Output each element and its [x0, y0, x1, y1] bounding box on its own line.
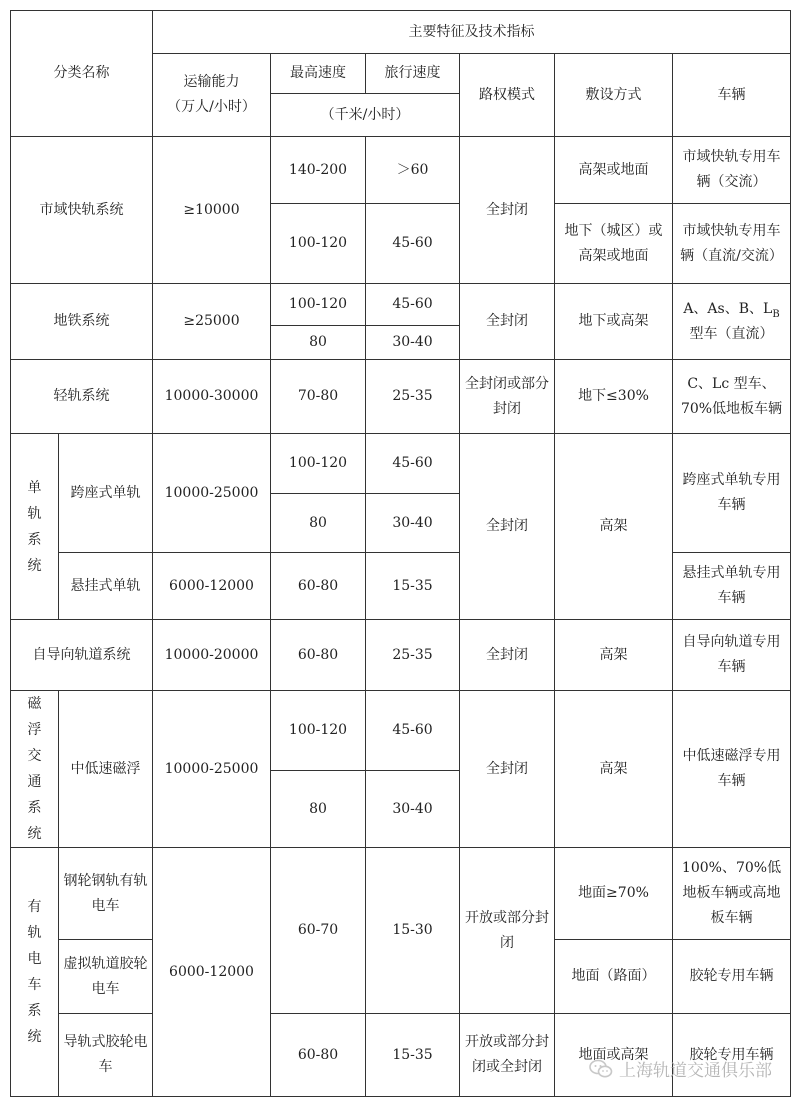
- light-rail-name: 轻轨系统: [11, 360, 153, 434]
- monorail-travel3: 15-35: [366, 553, 460, 620]
- metro-capacity: ≥25000: [153, 284, 271, 360]
- maglev-max1: 100-120: [271, 691, 366, 771]
- agt-vehicle: 自导向轨道专用车辆: [673, 620, 791, 691]
- tram-laying1: 地面≥70%: [555, 848, 673, 940]
- agt-max: 60-80: [271, 620, 366, 691]
- suburban-max2: 100-120: [271, 204, 366, 284]
- suburban-mode: 全封闭: [460, 137, 555, 284]
- header-category: 分类名称: [11, 11, 153, 137]
- header-max-speed: 最高速度: [271, 54, 366, 94]
- suburban-travel2: 45-60: [366, 204, 460, 284]
- header-laying: 敷设方式: [555, 54, 673, 137]
- suburban-capacity: ≥10000: [153, 137, 271, 284]
- metro-vehicle-b: 型车（直流）: [689, 325, 774, 342]
- monorail-max1: 100-120: [271, 434, 366, 494]
- classification-table: [10, 10, 791, 1097]
- tram-virtual: 虚拟轨道胶轮电车: [59, 940, 153, 1014]
- metro-travel1: 45-60: [366, 284, 460, 326]
- header-capacity-label: 运输能力: [183, 74, 240, 90]
- metro-name: 地铁系统: [11, 284, 153, 360]
- monorail-travel1: 45-60: [366, 434, 460, 494]
- monorail-max2: 80: [271, 494, 366, 553]
- metro-travel2: 30-40: [366, 326, 460, 360]
- tram-max1: 60-70: [271, 848, 366, 1014]
- tram-travel1: 15-30: [366, 848, 460, 1014]
- suburban-laying2: 地下（城区）或高架或地面: [555, 204, 673, 284]
- wechat-icon: [589, 1059, 613, 1079]
- header-row-mode: 路权模式: [460, 54, 555, 137]
- suburban-vehicle1: 市域快轨专用车辆（交流）: [673, 137, 791, 204]
- agt-laying: 高架: [555, 620, 673, 691]
- tram-laying2: 地面（路面）: [555, 940, 673, 1014]
- header-travel-speed: 旅行速度: [366, 54, 460, 94]
- maglev-travel1: 45-60: [366, 691, 460, 771]
- header-capacity: [153, 54, 271, 137]
- maglev-max2: 80: [271, 771, 366, 848]
- light-rail-vehicle: C、Lc 型车、70%低地板车辆: [673, 360, 791, 434]
- suburban-travel1: ＞60: [366, 137, 460, 204]
- metro-laying: 地下或高架: [555, 284, 673, 360]
- monorail-suspended: 悬挂式单轨: [59, 553, 153, 620]
- suburban-name: 市域快轨系统: [11, 137, 153, 284]
- metro-max1: 100-120: [271, 284, 366, 326]
- metro-max2: 80: [271, 326, 366, 360]
- suburban-max1: 140-200: [271, 137, 366, 204]
- tram-mode2: 开放或部分封闭或全封闭: [460, 1014, 555, 1097]
- watermark: [589, 1056, 772, 1081]
- light-rail-laying: 地下≤30%: [555, 360, 673, 434]
- agt-travel: 25-35: [366, 620, 460, 691]
- tram-max2: 60-80: [271, 1014, 366, 1097]
- header-capacity-unit: （万人/小时）: [167, 99, 256, 115]
- light-rail-travel: 25-35: [366, 360, 460, 434]
- monorail-straddle-vehicle: 跨座式单轨专用车辆: [673, 434, 791, 553]
- monorail-group: 单 轨 系 统: [11, 434, 59, 620]
- tram-guided: 导轨式胶轮电车: [59, 1014, 153, 1097]
- monorail-straddle: 跨座式单轨: [59, 434, 153, 553]
- monorail-suspended-vehicle: 悬挂式单轨专用车辆: [673, 553, 791, 620]
- suburban-laying1: 高架或地面: [555, 137, 673, 204]
- tram-mode1: 开放或部分封闭: [460, 848, 555, 1014]
- tram-laying3: 地面或高架: [555, 1014, 673, 1097]
- tram-travel2: 15-35: [366, 1014, 460, 1097]
- header-main-features: 主要特征及技术指标: [153, 11, 791, 54]
- watermark-text: 上海轨道交通俱乐部: [619, 1061, 772, 1081]
- metro-mode: 全封闭: [460, 284, 555, 360]
- metro-vehicle-sub: B: [772, 308, 780, 320]
- monorail-laying: 高架: [555, 434, 673, 620]
- suburban-vehicle2: 市域快轨专用车辆（直流/交流）: [673, 204, 791, 284]
- tram-capacity: 6000-12000: [153, 848, 271, 1097]
- agt-name: 自导向轨道系统: [11, 620, 153, 691]
- monorail-travel2: 30-40: [366, 494, 460, 553]
- agt-capacity: 10000-20000: [153, 620, 271, 691]
- monorail-max3: 60-80: [271, 553, 366, 620]
- tram-steel: 钢轮钢轨有轨电车: [59, 848, 153, 940]
- header-vehicle: 车辆: [673, 54, 791, 137]
- maglev-mode: 全封闭: [460, 691, 555, 848]
- tram-vehicle2: 胶轮专用车辆: [673, 940, 791, 1014]
- monorail-suspended-capacity: 6000-12000: [153, 553, 271, 620]
- monorail-mode: 全封闭: [460, 434, 555, 620]
- maglev-vehicle: 中低速磁浮专用车辆: [673, 691, 791, 848]
- light-rail-mode: 全封闭或部分封闭: [460, 360, 555, 434]
- metro-vehicle: [673, 284, 791, 360]
- metro-vehicle-a: A、As、B、L: [683, 300, 773, 317]
- maglev-laying: 高架: [555, 691, 673, 848]
- maglev-group: 磁 浮 交 通 系 统: [11, 691, 59, 848]
- tram-vehicle1: 100%、70%低地板车辆或高地板车辆: [673, 848, 791, 940]
- tram-vehicle3: 胶轮专用车辆: [673, 1014, 791, 1097]
- header-speed-unit: （千米/小时）: [271, 94, 460, 137]
- maglev-name: 中低速磁浮: [59, 691, 153, 848]
- agt-mode: 全封闭: [460, 620, 555, 691]
- maglev-capacity: 10000-25000: [153, 691, 271, 848]
- light-rail-max: 70-80: [271, 360, 366, 434]
- maglev-travel2: 30-40: [366, 771, 460, 848]
- light-rail-capacity: 10000-30000: [153, 360, 271, 434]
- monorail-straddle-capacity: 10000-25000: [153, 434, 271, 553]
- tram-group: 有 轨 电 车 系 统: [11, 848, 59, 1097]
